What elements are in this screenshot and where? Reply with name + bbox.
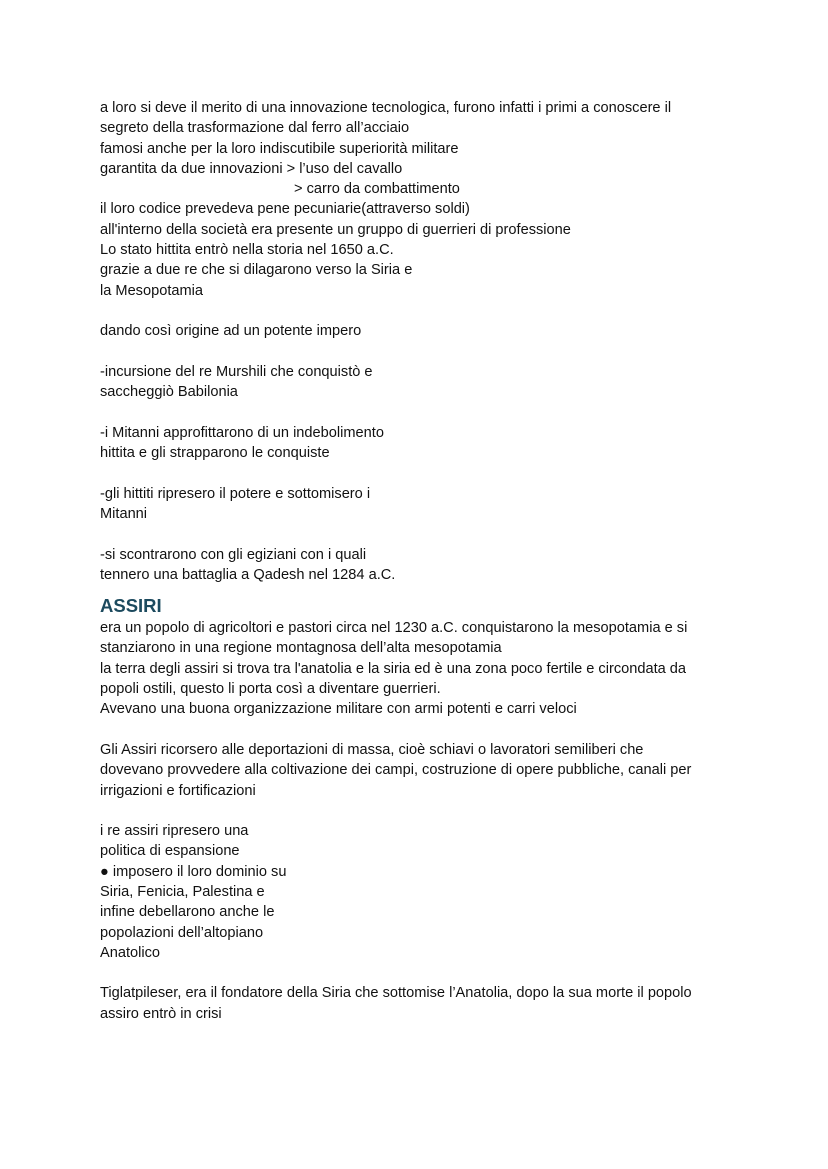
paragraph-spacer	[100, 402, 740, 422]
text-line: il loro codice prevedeva pene pecuniarie(attraverso soldi)	[100, 201, 470, 218]
paragraph-spacer	[100, 301, 740, 321]
text-line: grazie a due re che si dilagarono verso la Siria e	[100, 262, 413, 279]
text-line: famosi anche per la loro indiscutibile superiorità militare	[100, 140, 459, 157]
paragraph-spacer	[100, 342, 740, 362]
text-line: -si scontrarono con gli egiziani con i quali	[100, 546, 367, 563]
bullet-line: ● imposero il loro dominio su	[100, 863, 287, 880]
text-line: i re assiri ripresero una	[100, 823, 249, 840]
text-line: Mitanni	[100, 505, 148, 522]
text-line: garantita da due innovazioni > l’uso del cavallo	[100, 160, 403, 177]
text-line: a loro si deve il merito di una innovazione tecnologica, furono infatti i primi a conoscere il	[100, 100, 672, 116]
text-line: dovevano provvedere alla coltivazione dei campi, costruzione di opere pubbliche, canali per	[100, 762, 692, 779]
text-line: la Mesopotamia	[100, 282, 204, 299]
paragraph-spacer	[100, 801, 740, 821]
text-line: stanziarono in una regione montagnosa dell’alta mesopotamia	[100, 640, 502, 657]
text-line: irrigazioni e fortificazioni	[100, 782, 256, 799]
text-line: > carro da combattimento	[294, 181, 460, 198]
paragraph-spacer	[100, 720, 740, 740]
text-line: politica di espansione	[100, 843, 240, 860]
section-hittiti	[100, 98, 740, 585]
text-line: Lo stato hittita entrò nella storia nel 1650 a.C.	[100, 242, 394, 259]
paragraph-spacer	[100, 524, 740, 544]
text-line: popoli ostili, questo li porta così a diventare guerrieri.	[100, 681, 441, 698]
text-line: Anatolico	[100, 944, 161, 961]
text-line: Tiglatpileser, era il fondatore della Siria che sottomise l’Anatolia, dopo la sua morte il popolo	[100, 985, 692, 1002]
text-line: era un popolo di agricoltori e pastori circa nel 1230 a.C. conquistarono la mesopotamia e si	[100, 620, 688, 637]
text-line: dando così origine ad un potente impero	[100, 323, 362, 340]
text-line: la terra degli assiri si trova tra l'anatolia e la siria ed è una zona poco fertile e circondata da	[100, 660, 687, 677]
text-line: tennero una battaglia a Qadesh nel 1284 a.C.	[100, 566, 396, 583]
text-line: saccheggiò Babilonia	[100, 384, 238, 401]
text-line: segreto della trasformazione dal ferro all’acciaio	[100, 120, 410, 137]
text-line: Gli Assiri ricorsero alle deportazioni di massa, cioè schiavi o lavoratori semiliberi che	[100, 741, 644, 758]
text-line: infine debellarono anche le	[100, 904, 275, 921]
text-line: Siria, Fenicia, Palestina e	[100, 883, 265, 900]
section-assiri	[100, 594, 740, 1024]
text-line: Avevano una buona organizzazione militare con armi potenti e carri veloci	[100, 701, 577, 718]
paragraph-spacer	[100, 463, 740, 483]
paragraph-spacer	[100, 963, 740, 983]
text-line: -incursione del re Murshili che conquistò e	[100, 363, 373, 380]
text-line: assiro entrò in crisi	[100, 1005, 222, 1022]
document-page	[100, 98, 740, 1024]
text-line: -i Mitanni approfittarono di un indebolimento	[100, 424, 384, 441]
section-heading: ASSIRI	[100, 595, 162, 617]
text-line: -gli hittiti ripresero il potere e sottomisero i	[100, 485, 371, 502]
text-line: all'interno della società era presente un gruppo di guerrieri di professione	[100, 221, 571, 238]
text-line: hittita e gli strapparono le conquiste	[100, 445, 330, 462]
text-line: popolazioni dell’altopiano	[100, 924, 264, 941]
